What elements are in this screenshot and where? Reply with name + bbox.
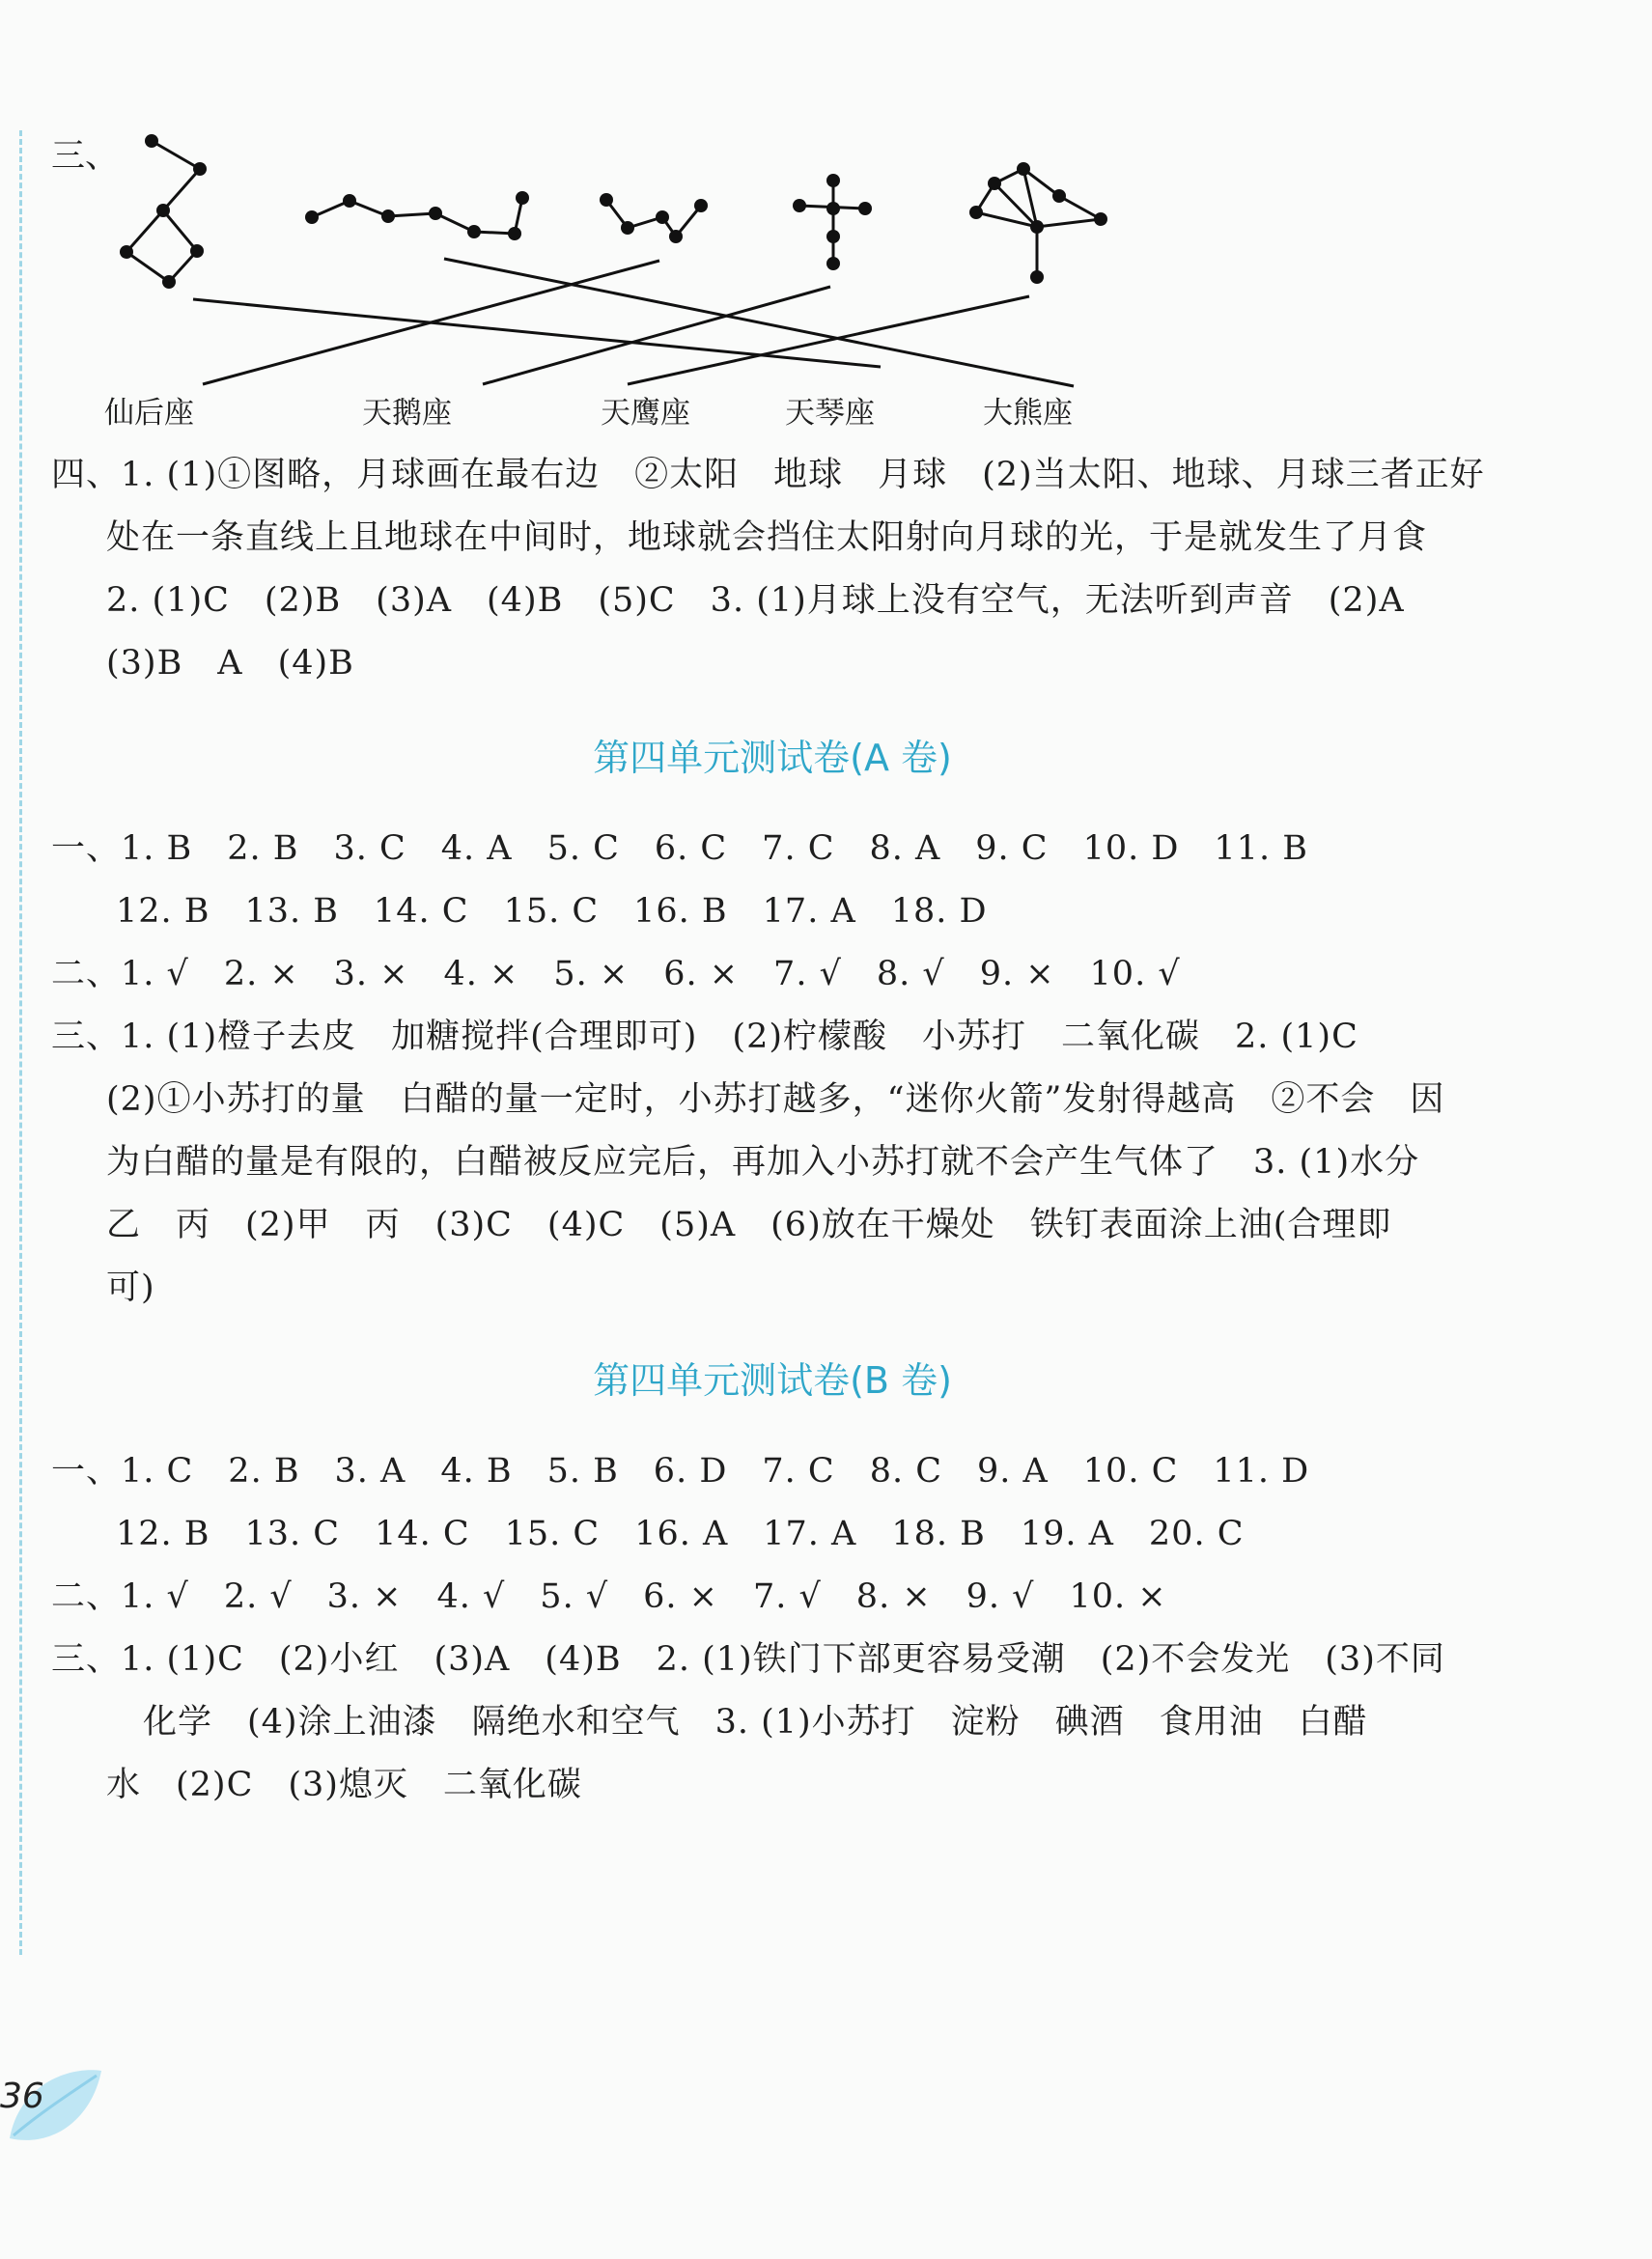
constellation-label-5: 大熊座 bbox=[983, 396, 1073, 431]
section4-line-4: (3)B A (4)B bbox=[106, 644, 354, 683]
test-a-line-6: 为白醋的量是有限的，白醋被反应完后，再加入小苏打就不会产生气体了 3. (1)水分 bbox=[106, 1143, 1420, 1182]
test-a-line-8: 可) bbox=[106, 1269, 155, 1307]
test-b-line-5: 化学 (4)涂上油漆 隔绝水和空气 3. (1)小苏打 淀粉 碘酒 食用油 白醋 bbox=[143, 1703, 1368, 1742]
constellation-shape-3 bbox=[606, 200, 701, 237]
match-line-1 bbox=[193, 299, 881, 367]
test-a-line-7: 乙 丙 (2)甲 丙 (3)C (4)C (5)A (6)放在干燥处 铁钉表面涂上油(合理即 bbox=[106, 1206, 1392, 1244]
test-a-line-4: 三、1. (1)橙子去皮 加糖搅拌(合理即可) (2)柠檬酸 小苏打 二氧化碳 2. (1)C bbox=[51, 1018, 1358, 1056]
test-b-line-3: 二、1. √ 2. √ 3. × 4. √ 5. √ 6. × 7. √ 8. × 9. √ 10. × bbox=[51, 1577, 1167, 1616]
match-line-2 bbox=[444, 259, 1074, 386]
test-a-line-1: 一、1. B 2. B 3. C 4. A 5. C 6. C 7. C 8. A 9. C 10. D 11. B bbox=[51, 829, 1308, 868]
test-a-line-5: (2)①小苏打的量 白醋的量一定时，小苏打越多，“迷你火箭”发射得越高 ②不会 因 bbox=[106, 1080, 1445, 1119]
test-b-line-1: 一、1. C 2. B 3. A 4. B 5. B 6. D 7. C 8. C 9. A 10. C 11. D bbox=[51, 1452, 1310, 1491]
test-b-title: 第四单元测试卷(B 卷) bbox=[593, 1359, 952, 1402]
constellation-label-3: 天鹰座 bbox=[601, 396, 690, 431]
connecting-lines bbox=[126, 141, 1101, 386]
test-a-line-2: 12. B 13. B 14. C 15. C 16. B 17. A 18. D bbox=[116, 892, 988, 931]
test-b-line-4: 三、1. (1)C (2)小红 (3)A (4)B 2. (1)铁门下部更容易受潮 (2)不会发光 (3)不同 bbox=[51, 1640, 1445, 1679]
test-b-line-2: 12. B 13. C 14. C 15. C 16. A 17. A 18. B 19. A 20. C bbox=[116, 1515, 1245, 1553]
constellation-label-2: 天鹅座 bbox=[362, 396, 452, 431]
test-b-line-6: 水 (2)C (3)熄灭 二氧化碳 bbox=[106, 1766, 582, 1804]
section4-line-1: 四、1. (1)①图略，月球画在最右边 ②太阳 地球 月球 (2)当太阳、地球、月球三者正好 bbox=[51, 456, 1485, 494]
constellation-label-4: 天琴座 bbox=[785, 396, 875, 431]
match-line-3 bbox=[203, 261, 659, 384]
page-number: 36 bbox=[0, 2077, 44, 2116]
test-a-line-3: 二、1. √ 2. × 3. × 4. × 5. × 6. × 7. √ 8. √ 9. × 10. √ bbox=[51, 955, 1181, 993]
match-line-5 bbox=[628, 296, 1029, 384]
section4-line-3: 2. (1)C (2)B (3)A (4)B (5)C 3. (1)月球上没有空气，无法听到声音 (2)A bbox=[106, 581, 1405, 620]
section4-line-2: 处在一条直线上且地球在中间时，地球就会挡住太阳射向月球的光，于是就发生了月食 bbox=[106, 518, 1428, 557]
constellation-label-1: 仙后座 bbox=[104, 396, 194, 431]
test-a-title: 第四单元测试卷(A 卷) bbox=[593, 737, 952, 779]
section3-label: 三、 bbox=[51, 137, 120, 176]
